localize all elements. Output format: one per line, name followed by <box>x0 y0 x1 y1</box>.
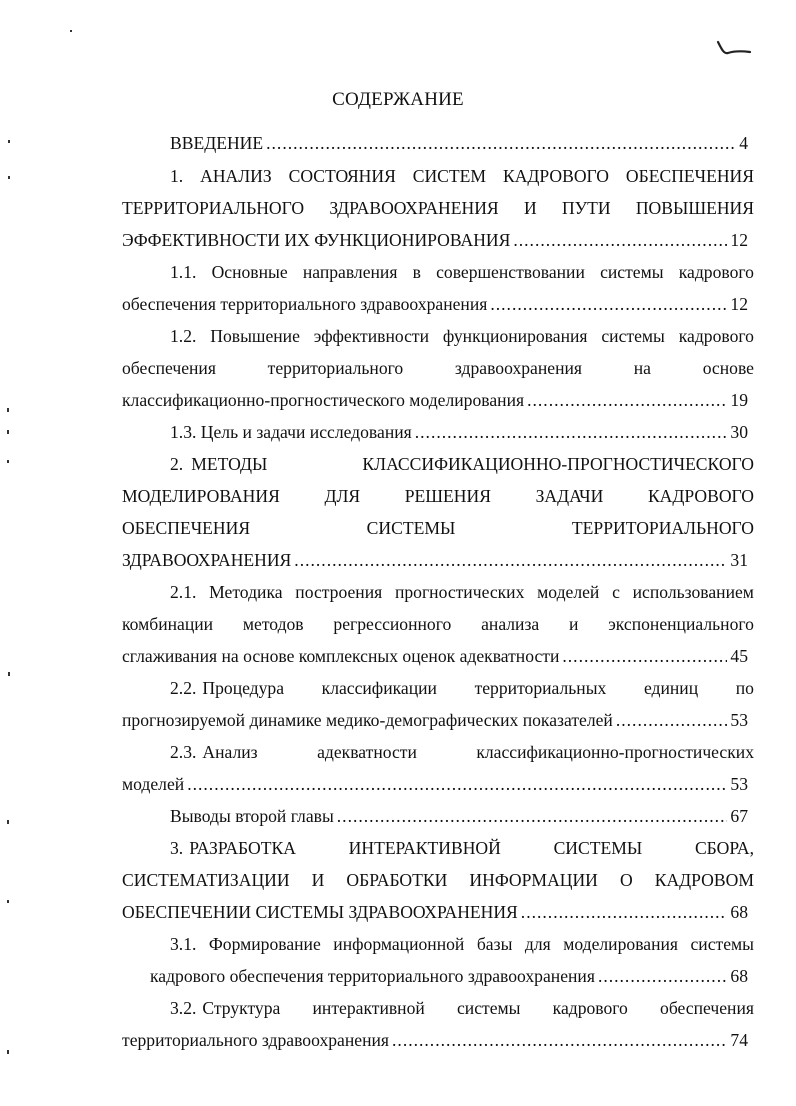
toc-page-number: 31 <box>730 550 748 570</box>
toc-chapter-2-line-2: МОДЕЛИРОВАНИЯ ДЛЯ РЕШЕНИЯ ЗАДАЧИ КАДРОВОГО <box>122 486 754 506</box>
toc-page-number: 30 <box>730 422 748 442</box>
leader-dots <box>527 387 727 413</box>
toc-page-number: 68 <box>730 966 748 986</box>
toc-chapter-3-line-1: 3. РАЗРАБОТКА ИНТЕРАКТИВНОЙ СИСТЕМЫ СБОРА, <box>170 838 754 858</box>
toc-section-1-2-line-2: обеспечения территориального здравоохранения на основе <box>122 358 754 378</box>
toc-conclusions-chapter-2: Выводы второй главы ..... 67 <box>170 803 748 829</box>
leader-dots <box>490 291 727 317</box>
toc-chapter-1-line-2: ТЕРРИТОРИАЛЬНОГО ЗДРАВООХРАНЕНИЯ И ПУТИ ПОВЫШЕНИЯ <box>122 198 754 218</box>
toc-section-3-2-line-1: 3.2. Структура интерактивной системы кадрового обеспечения <box>170 998 754 1018</box>
toc-page-number: 19 <box>730 390 748 410</box>
toc-section-3-1-line-2: кадрового обеспечения территориального здравоохранения ..... 68 <box>150 963 748 989</box>
toc-chapter-2-line-4: ЗДРАВООХРАНЕНИЯ ..... 31 <box>122 547 748 573</box>
leader-dots <box>187 771 727 797</box>
toc-section-1-1-line-1: 1.1. Основные направления в совершенствовании системы кадрового <box>170 262 754 282</box>
scan-speck <box>8 176 10 179</box>
toc-section-1-3: 1.3. Цель и задачи исследования ..... 30 <box>170 419 748 445</box>
scan-speck <box>7 408 9 412</box>
scan-speck <box>8 140 10 143</box>
toc-section-2-2-line-1: 2.2. Процедура классификации территориальных единиц по <box>170 678 754 698</box>
leader-dots <box>337 803 728 829</box>
handwritten-page-mark <box>712 36 754 62</box>
toc-chapter-1-line-1: 1. АНАЛИЗ СОСТОЯНИЯ СИСТЕМ КАДРОВОГО ОБЕСПЕЧЕНИЯ <box>170 166 754 186</box>
scan-speck <box>7 1050 9 1054</box>
toc-page-number: 68 <box>730 902 748 922</box>
toc-section-2-3-line-2: моделей ..... 53 <box>122 771 748 797</box>
scan-speck <box>70 30 72 32</box>
toc-page-number: 12 <box>730 294 748 314</box>
leader-dots <box>598 963 727 989</box>
toc-page-number: 74 <box>730 1030 748 1050</box>
toc-page-number: 53 <box>730 710 748 730</box>
toc-chapter-2-line-3: ОБЕСПЕЧЕНИЯ СИСТЕМЫ ТЕРРИТОРИАЛЬНОГО <box>122 518 754 538</box>
toc-chapter-1-line-3: ЭФФЕКТИВНОСТИ ИХ ФУНКЦИОНИРОВАНИЯ ..... 12 <box>122 227 748 253</box>
leader-dots <box>415 419 728 445</box>
leader-dots <box>294 547 727 573</box>
toc-page-number: 45 <box>730 646 748 666</box>
toc-chapter-3-line-3: ОБЕСПЕЧЕНИИ СИСТЕМЫ ЗДРАВООХРАНЕНИЯ ..... 68 <box>122 899 748 925</box>
toc-section-2-2-line-2: прогнозируемой динамике медико-демографических показателей ..... 53 <box>122 707 748 733</box>
toc-page-number: 12 <box>730 230 748 250</box>
toc-page-number: 4 <box>739 133 748 153</box>
toc-section-2-1-line-2: комбинации методов регрессионного анализа и экспоненциального <box>122 614 754 634</box>
toc-section-2-1-line-1: 2.1. Методика построения прогностических моделей с использованием <box>170 582 754 602</box>
scan-speck <box>7 820 9 824</box>
toc-section-1-2-line-1: 1.2. Повышение эффективности функционирования системы кадрового <box>170 326 754 346</box>
toc-chapter-2-line-1: 2. МЕТОДЫ КЛАССИФИКАЦИОННО-ПРОГНОСТИЧЕСКОГО <box>170 454 754 474</box>
scan-speck <box>8 672 10 676</box>
toc-section-3-1-line-1: 3.1. Формирование информационной базы для моделирования системы <box>170 934 754 954</box>
toc-page-number: 67 <box>730 806 748 826</box>
leader-dots <box>513 227 727 253</box>
leader-dots <box>266 130 736 156</box>
toc-entry-text: ВВЕДЕНИЕ <box>170 133 264 153</box>
toc-chapter-3-line-2: СИСТЕМАТИЗАЦИИ И ОБРАБОТКИ ИНФОРМАЦИИ О КАДРОВОМ <box>122 870 754 890</box>
toc-page-number: 53 <box>730 774 748 794</box>
leader-dots <box>616 707 728 733</box>
leader-dots <box>392 1027 727 1053</box>
toc-entry-intro <box>170 130 748 156</box>
toc-section-3-2-line-2: территориального здравоохранения ..... 74 <box>122 1027 748 1053</box>
toc-section-1-1-line-2: обеспечения территориального здравоохранения ..... 12 <box>122 291 748 317</box>
toc-section-1-2-line-3: классификационно-прогностического моделирования ..... 19 <box>122 387 748 413</box>
scan-speck <box>7 430 9 434</box>
leader-dots <box>521 899 728 925</box>
scan-speck <box>7 460 9 463</box>
page-title: СОДЕРЖАНИЕ <box>332 89 464 110</box>
toc-section-2-1-line-3: сглаживания на основе комплексных оценок адекватности ..... 45 <box>122 643 748 669</box>
scan-speck <box>7 900 9 903</box>
leader-dots <box>562 643 727 669</box>
toc-section-2-3-line-1: 2.3. Анализ адекватности классификационно-прогностических <box>170 742 754 762</box>
